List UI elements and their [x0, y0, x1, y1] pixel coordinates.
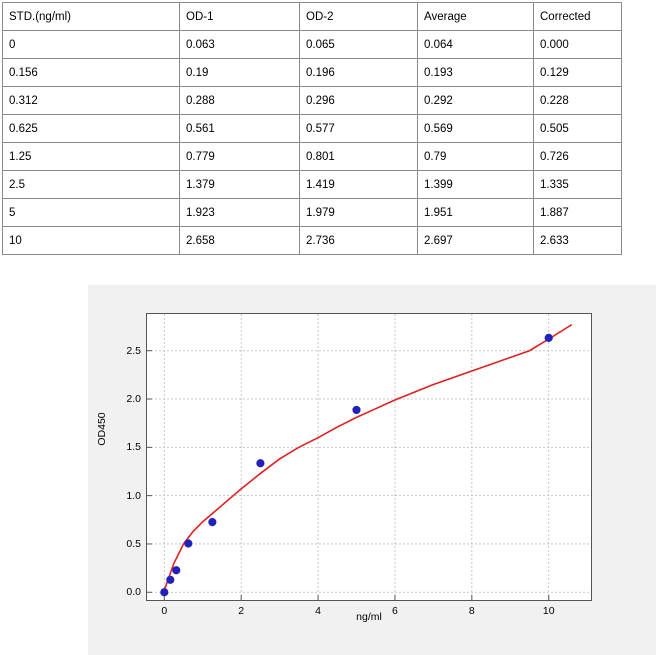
column-header-od1: OD-1: [180, 3, 300, 31]
standard-curve-figure: [88, 285, 656, 655]
table-row: [3, 143, 622, 171]
table-cell: 0.228: [534, 87, 622, 115]
x-tick-label: 10: [542, 605, 555, 617]
table-cell: 0.296: [300, 87, 418, 115]
data-point: [167, 576, 174, 583]
table-cell: 0.79: [418, 143, 534, 171]
table-cell: 0.312: [3, 87, 180, 115]
y-tick-label: 1.0: [126, 489, 141, 502]
table-row: [3, 59, 622, 87]
column-header-average: Average: [418, 3, 534, 31]
table-cell: 1.979: [300, 199, 418, 227]
table-row: [3, 31, 622, 59]
table-cell: 0.196: [300, 59, 418, 87]
table-header-row: [3, 3, 622, 31]
table-cell: 1.951: [418, 199, 534, 227]
table-cell: 0: [3, 31, 180, 59]
table-cell: 2.736: [300, 227, 418, 255]
standard-curve-table: [2, 2, 622, 255]
table-cell: 2.697: [418, 227, 534, 255]
table-cell: 0.577: [300, 115, 418, 143]
y-axis-label: OD450: [96, 412, 108, 446]
table-cell: 0.064: [418, 31, 534, 59]
table-cell: 1.25: [3, 143, 180, 171]
plot-canvas: [147, 314, 591, 600]
y-tick-label: 0.5: [126, 537, 141, 550]
plot-area: [146, 313, 592, 601]
table-cell: 5: [3, 199, 180, 227]
x-axis-label: ng/ml: [356, 611, 382, 623]
table-cell: 0.726: [534, 143, 622, 171]
table-cell: 0.288: [180, 87, 300, 115]
data-point: [353, 406, 360, 413]
table-cell: 0.193: [418, 59, 534, 87]
table-row: [3, 87, 622, 115]
x-tick-label: 8: [468, 605, 475, 617]
table-cell: 0.129: [534, 59, 622, 87]
table-cell: 1.419: [300, 171, 418, 199]
table-cell: 0.625: [3, 115, 180, 143]
table-cell: 10: [3, 227, 180, 255]
fit-curve: [164, 325, 571, 591]
table-cell: 1.399: [418, 171, 534, 199]
data-point: [209, 519, 216, 526]
table-cell: 2.5: [3, 171, 180, 199]
table-cell: 2.633: [534, 227, 622, 255]
table-row: [3, 171, 622, 199]
column-header-corrected: Corrected: [534, 3, 622, 31]
table-cell: 0.801: [300, 143, 418, 171]
data-point: [161, 589, 168, 596]
table-cell: 0.063: [180, 31, 300, 59]
x-tick-label: 6: [392, 605, 398, 617]
data-point: [257, 460, 264, 467]
y-tick-label: 1.5: [126, 441, 141, 454]
x-tick-label: 2: [238, 605, 245, 617]
table-cell: 0.065: [300, 31, 418, 59]
table-cell: 0.561: [180, 115, 300, 143]
table-cell: 0.000: [534, 31, 622, 59]
x-tick-label: 0: [161, 605, 168, 617]
table-row: [3, 199, 622, 227]
table-cell: 0.505: [534, 115, 622, 143]
table-cell: 0.779: [180, 143, 300, 171]
table-cell: 0.19: [180, 59, 300, 87]
column-header-std: STD.(ng/ml): [3, 3, 180, 31]
data-point: [185, 540, 192, 547]
data-point: [545, 334, 552, 341]
table-cell: 1.887: [534, 199, 622, 227]
column-header-od2: OD-2: [300, 3, 418, 31]
table-cell: 1.379: [180, 171, 300, 199]
y-tick-label: 2.5: [126, 344, 141, 357]
table-row: [3, 115, 622, 143]
table-cell: 1.335: [534, 171, 622, 199]
table-cell: 1.923: [180, 199, 300, 227]
x-tick-label: 4: [315, 605, 321, 617]
table-cell: 2.658: [180, 227, 300, 255]
table-cell: 0.156: [3, 59, 180, 87]
data-point: [173, 567, 180, 574]
y-tick-label: 2.0: [126, 393, 141, 406]
table-cell: 0.569: [418, 115, 534, 143]
y-tick-label: 0.0: [126, 586, 141, 599]
table-row: [3, 227, 622, 255]
table-cell: 0.292: [418, 87, 534, 115]
